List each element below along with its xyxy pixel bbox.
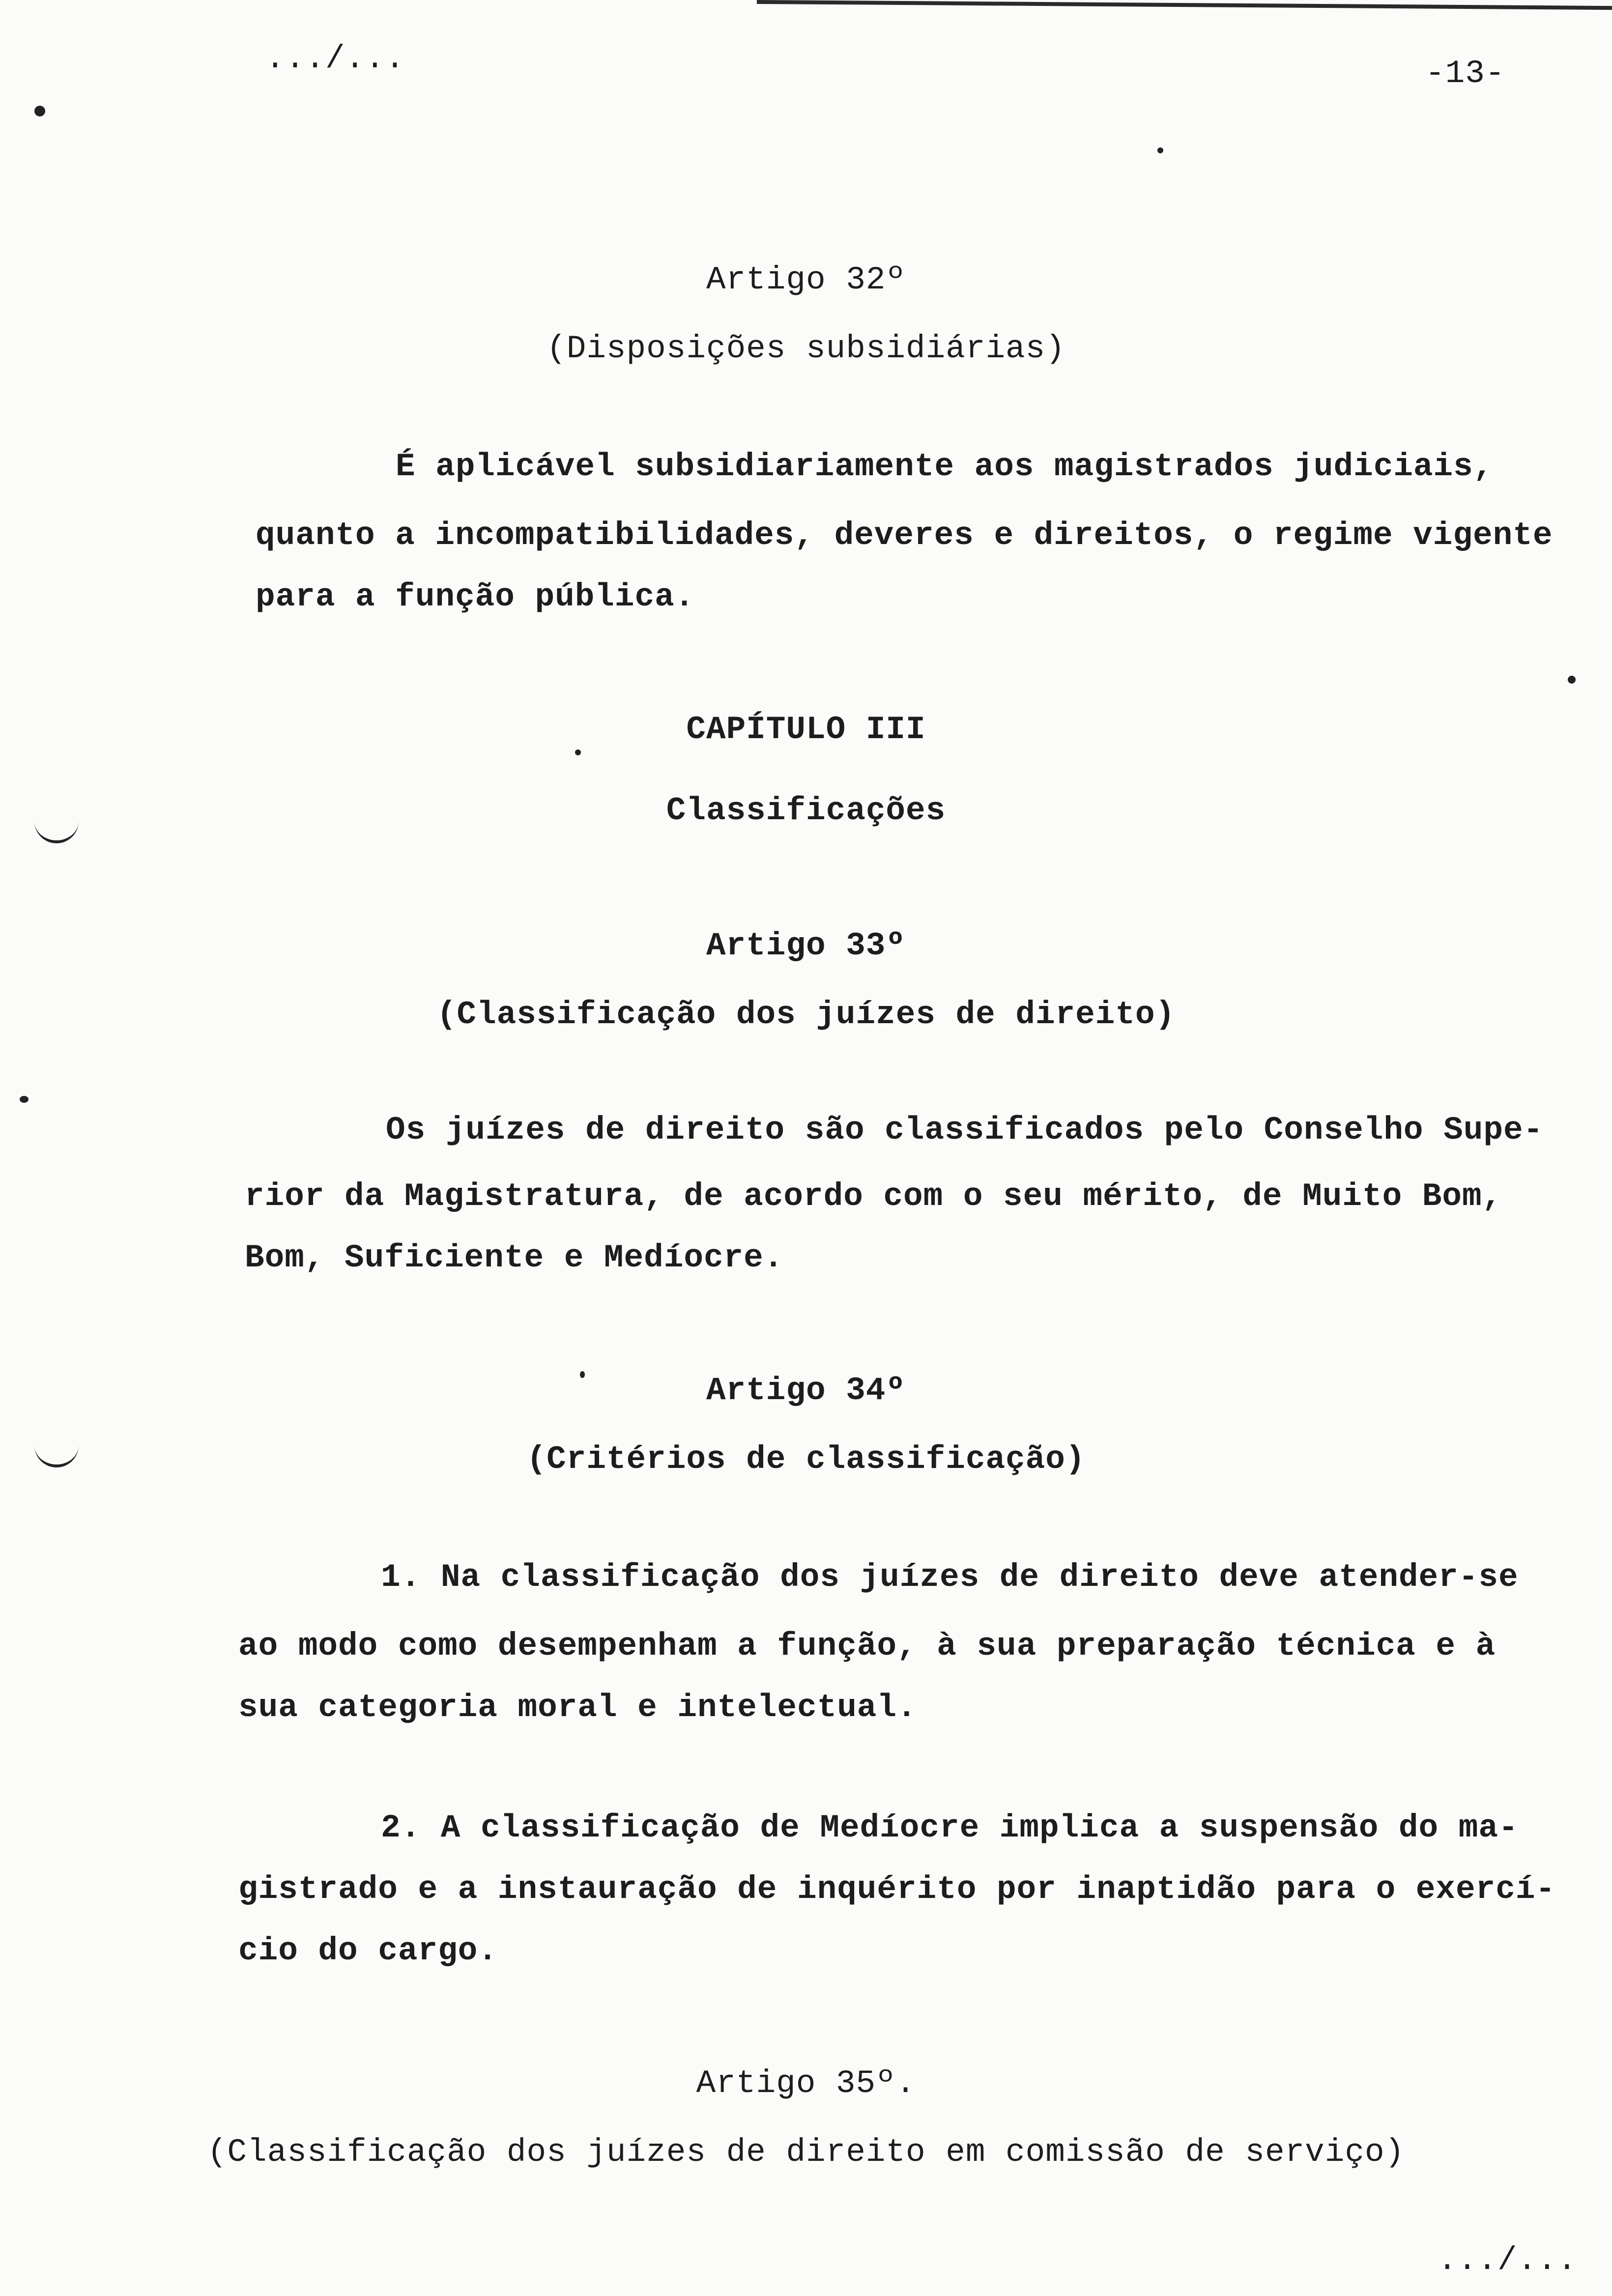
article-33-title: Artigo 33º — [706, 927, 906, 964]
scan-speck — [580, 1371, 585, 1378]
article-33-subtitle: (Classificação dos juízes de direito) — [436, 996, 1176, 1033]
article-34-item-1-line-2: ao modo como desempenham a função, à sua preparação técnica e à — [238, 1628, 1496, 1665]
scan-speck — [1568, 676, 1576, 684]
article-32-subtitle: (Disposições subsidiárias) — [547, 330, 1065, 367]
article-33-body-line-3: Bom, Suficiente e Medíocre. — [245, 1239, 784, 1276]
article-34-item-2-line-1: 2. A classificação de Medíocre implica a suspensão do ma- — [381, 1809, 1519, 1846]
top-edge-rule — [757, 0, 1612, 10]
article-34-item-1-line-3: sua categoria moral e intelectual. — [238, 1689, 917, 1726]
article-32-body-line-1: É aplicável subsidiariamente aos magistrados judiciais, — [396, 448, 1494, 485]
article-32-body-line-2: quanto a incompatibilidades, deveres e direitos, o regime vigente — [256, 517, 1553, 554]
article-34-title: Artigo 34º — [706, 1372, 906, 1409]
article-34-item-2-line-3: cio do cargo. — [238, 1932, 498, 1969]
article-34-subtitle: (Critérios de classificação) — [526, 1441, 1086, 1478]
chapter-title: CAPÍTULO III — [686, 711, 926, 748]
article-33-body-line-1: Os juízes de direito são classificados pelo Conselho Supe- — [386, 1112, 1544, 1148]
article-32-title: Artigo 32º — [706, 261, 906, 298]
article-35-title: Artigo 35º. — [696, 2065, 916, 2102]
scan-speck — [20, 1096, 29, 1103]
article-34-item-2-line-2: gistrado e a instauração de inquérito por inaptidão para o exercí- — [238, 1871, 1556, 1908]
page-number: -13- — [1425, 55, 1505, 92]
continuation-mark-top: .../... — [265, 40, 405, 77]
chapter-subtitle: Classificações — [666, 792, 946, 829]
binding-hole-arc — [34, 816, 79, 843]
article-32-body-line-3: para a função pública. — [256, 578, 695, 615]
scan-speck — [34, 106, 45, 116]
article-33-body-line-2: rior da Magistratura, de acordo com o seu mérito, de Muito Bom, — [245, 1178, 1502, 1215]
continuation-mark-bottom: .../... — [1438, 2242, 1578, 2279]
scan-speck — [1157, 147, 1163, 153]
article-35-subtitle: (Classificação dos juízes de direito em comissão de serviço) — [207, 2134, 1405, 2171]
scan-speck — [575, 749, 581, 755]
article-34-item-1-line-1: 1. Na classificação dos juízes de direito deve atender-se — [381, 1559, 1519, 1596]
